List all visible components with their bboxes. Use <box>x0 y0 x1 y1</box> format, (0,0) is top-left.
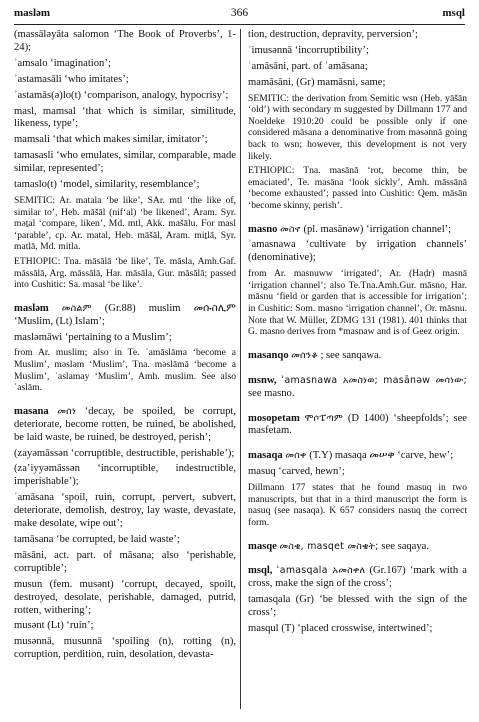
headword: masno <box>248 223 278 235</box>
ethiopic-script: መስልም <box>61 302 92 314</box>
entry-headword-line <box>248 541 467 554</box>
entry-line: ʾimusənnā ‘incorruptibility’; <box>248 44 369 56</box>
headword: masana <box>14 405 49 417</box>
left-column <box>14 29 236 665</box>
headword: masləm <box>14 302 49 314</box>
entry-headword-line <box>248 413 467 439</box>
entry-line: tamaslo(t) ‘model, similarity, resemblance’; <box>14 179 200 191</box>
entry-headword-line <box>248 450 467 463</box>
entry-line: tion, destruction, depravity, perversion’; <box>248 29 418 40</box>
ethiopic-script: መሰነ <box>57 405 77 417</box>
entry-gap <box>248 556 467 562</box>
entry-gap <box>248 404 467 410</box>
entry-line: ʾamasnawa ‘cultivate by irrigation channels’ (denominative); <box>248 239 467 264</box>
entry-line: masqul (T) ‘placed crosswise, intertwined’; <box>248 623 433 635</box>
entry-headword-line <box>248 224 467 237</box>
column-divider <box>240 29 241 709</box>
etymology-note: ETHIOPIC: Tna. māsālā ‘be like’, Te. māsla, Amh.Gaf. māssālā, Arg. māssālā, Har. māsāla, Gur. māsālā; passed into Cushitic: Sa. masal ‘be like’. <box>14 255 236 291</box>
entry-headword-line <box>14 303 236 329</box>
header-rule <box>14 24 465 25</box>
entry-line: musənt (Lt) ‘ruin’; <box>14 620 94 632</box>
entry-headword-line <box>248 565 467 591</box>
page-number: 366 <box>230 7 249 19</box>
entry-gloss: (Gr.167) ‘mark with a cross, make the sign of the cross’; <box>248 565 467 590</box>
headword: masqe <box>248 540 277 552</box>
entry-headword-line <box>248 350 467 363</box>
entry-gap <box>14 294 236 300</box>
ethiopic-script: መስቄ, masqet መስቄት; <box>279 540 379 552</box>
headword: mosopetam <box>248 412 300 424</box>
ethiopic-script: ሞሶፔጣም <box>304 412 343 424</box>
entry-gap <box>248 366 467 372</box>
ethiopic-script: መሰንቆ <box>291 349 318 361</box>
entry-gloss: ; see sanqawa. <box>320 349 382 361</box>
ethiopic-script: ʾamasqala አመስቀለ <box>276 565 366 577</box>
headword: masanqo <box>248 349 289 361</box>
etymology-note: SEMITIC: the derivation from Semitic wsn (Heb. yāšān ‘old’) with secondary m suggested by Dillmann 177 and Noeldeke 1910:20 could be possible only if one considered māsana a denominative from məsənnā going back to wsn; however, this development is not very likely. <box>248 92 467 162</box>
etymology-note: Dillmann 177 states that he found masuq in two manuscripts, but that in a third manuscript the form is nasuq (see nasaqa). K 657 considers nasuq the correct form. <box>248 482 467 528</box>
right-running-head: msql <box>442 7 465 19</box>
entry-gap <box>248 441 467 447</box>
entry-headword-line <box>14 406 236 445</box>
entry-gloss: (D 1400) ‘sheepfolds’; see masfetam. <box>248 412 467 437</box>
entry-line: masl, mamsal ‘that which is similar, similitude, likeness, type’; <box>14 105 236 130</box>
entry-line: musənnā, musunnā ‘spoiling (n), rotting (n), corruption, perdition, ruin, desolation, devasta- <box>14 636 236 661</box>
entry-line: (zayəmāssən ‘corruptible, destructible, perishable’); <box>14 447 235 459</box>
ethiopic-script: ʾamasnawa አመስነወ; masānəw መሳነው; <box>281 374 467 386</box>
entry-gap <box>248 532 467 538</box>
entry-line: musun (fem. musənt) ‘corrupt, decayed, spoilt, destroyed, desolate, perishable, damaged, putrid, rotten, withering’; <box>14 578 236 616</box>
left-running-head: masləm <box>14 7 51 19</box>
entry-line: ʾamāsana ‘spoil, ruin, corrupt, pervert, subvert, deteriorate, demolish, destroy, lay waste, devastate, make desolate, wipe out’; <box>14 492 236 530</box>
entry-line: tamasqala (Gr) ‘be blessed with the sign of the cross’; <box>248 594 467 619</box>
entry-line: mamāsāni, (Gr) mamāsni, same; <box>248 76 386 88</box>
entry-line: ʾastamasāli ‘who imitates’; <box>14 73 129 85</box>
entry-line: ʾamsalo ‘imagination’; <box>14 57 111 69</box>
entry-line: māsāni, act. part. of māsana; also ‘perishable, corruptible’; <box>14 549 236 574</box>
entry-gap <box>14 397 236 403</box>
entry-line: tamāsana ‘be corrupted, be laid waste’; <box>14 533 180 545</box>
headword: msql, <box>248 565 273 577</box>
entry-line: ʾamāsāni, part. of ʾamāsana; <box>248 60 368 72</box>
running-header <box>14 7 465 21</box>
entry-line: (za’iyyəmāssən ‘incorruptible, indestructible, imperishable’); <box>14 463 236 488</box>
entry-gloss: see saqaya. <box>381 540 430 552</box>
entry-gloss: see masno. <box>248 387 295 399</box>
ethiopic-script: መስኖ <box>280 223 301 235</box>
entry-line: mamsali ‘that which makes similar, imitator’; <box>14 134 208 146</box>
entry-gloss: (Gr.88) muslim መሱስሊም ‘Muslim, (Lt) Islam’; <box>14 302 236 327</box>
entry-gloss: (T.Y) masaqa መሠቀ ‘carve, hew’; <box>309 450 454 462</box>
entry-line: ʾastamās(ə)lo(t) ‘comparison, analogy, hypocrisy’; <box>14 89 229 101</box>
entry-gloss: ‘decay, be spoiled, be corrupt, deteriorate, become rotten, be ruined, be abolished, be laid waste, be ruined, be destroyed, perish’; <box>14 405 236 443</box>
headword: msnw, <box>248 374 277 386</box>
etymology-note: ETHIOPIC: Tna. masānā ‘rot, become thin, be emaciated’, Te. masāna ‘look sickly’, Amh. māssānā ‘become exhausted’; passed into Cushitic: Qem. māsān ‘become skinny, perish’. <box>248 165 467 211</box>
entry-headword-line <box>248 375 467 401</box>
entry-line: tamasasli ‘who emulates, similar, comparable, made similar, represented’; <box>14 150 236 175</box>
etymology-note: from Ar. masnuww ‘irrigated’, Ar. (Haḍr) masnā ‘irrigation channel’; also Te.Tna.Amh.Gur. māsno, Har. māsnu ‘field or garden that is accessible for irrigation’; in Cushitic: Som. masno ‘irrigation channel’, Or. māsnu. Note that W. Müller, ZDMG 131 (1981). 401 thinks that G. masno derives from *masnaw and is of Geez origin. <box>248 268 467 338</box>
entry-line: (massāləyāta salomon ‘The Book of Proverbs’, 1-24); <box>14 29 236 53</box>
entry-gloss: (pl. masānəw) ‘irrigation channel’; <box>303 223 452 235</box>
entry-line: masləmāwi ‘pertaining to a Muslim’; <box>14 331 172 343</box>
etymology-note: SEMITIC: Ar. matala ‘be like’, SAr. mtl ‘the like of, similar to’, Heb. māšāl (nif‘al) ‘be likened’, Aram. Syr. məṯal ‘compare, liken’, Md. mtl, Akk. mašālu. For masl ‘parable’, cp. Ar. matal, Heb. māšāl, Aram. miṯlā, Syr. matlā, Md. mitla. <box>14 194 236 253</box>
headword: masaqa <box>248 450 283 462</box>
entry-line: masuq ‘carved, hewn’; <box>248 466 345 478</box>
entry-gap <box>248 341 467 347</box>
entry-gap <box>248 215 467 221</box>
right-column <box>248 29 467 639</box>
etymology-note: from Ar. muslim; also in Te. ʾamāslāma ‘become a Muslim’, məsləm ‘Muslim’, Tna. məslāmā ‘become a Muslim’, ʾaslamay ‘Muslim’, Amh. muslim. See also ʾaslām. <box>14 347 236 394</box>
ethiopic-script: መሰቀ <box>285 450 307 462</box>
